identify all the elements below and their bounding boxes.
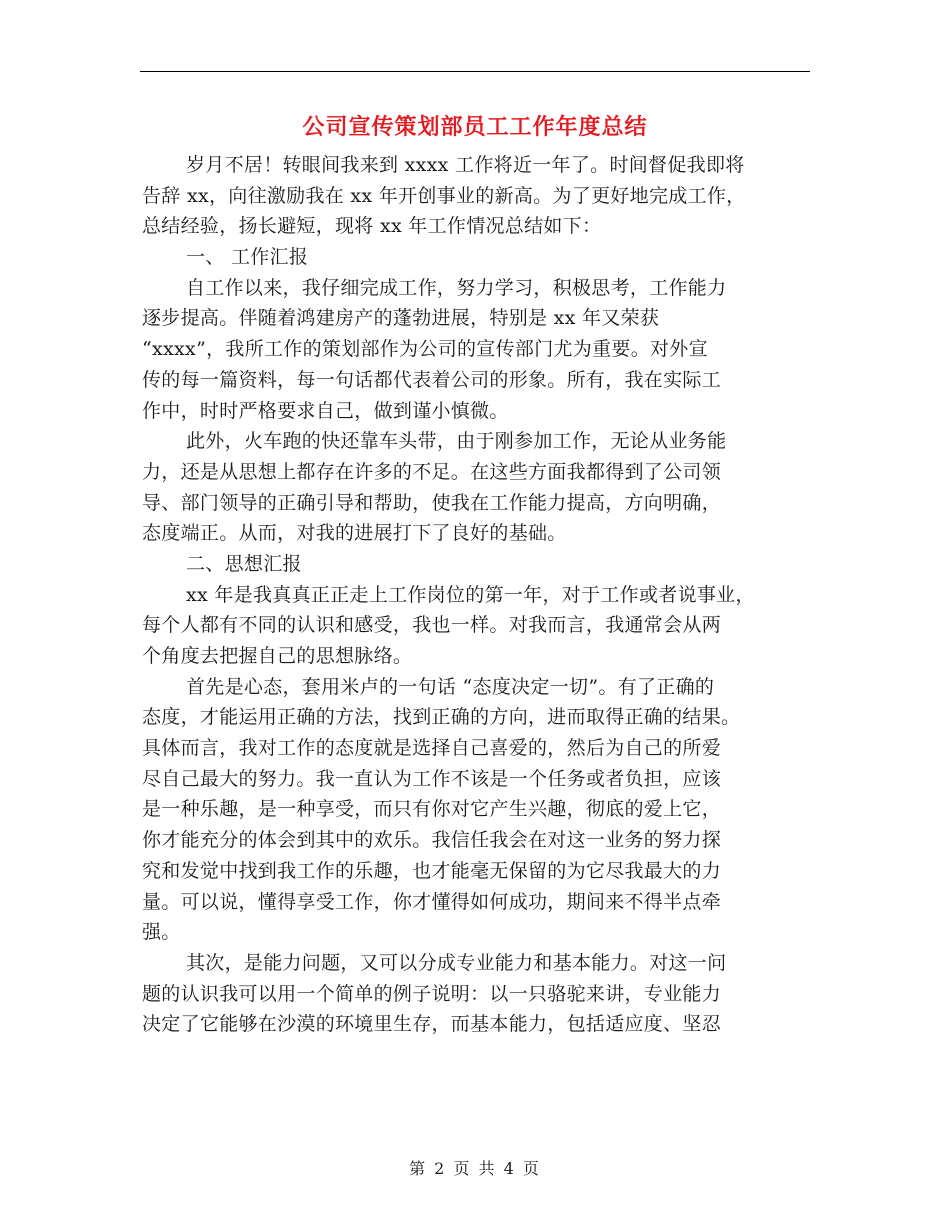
text-line: 逐步提高。伴随着鸿建房产的蓬勃进展，特别是 xx 年又荣获 <box>142 307 660 330</box>
text-line: 具体而言，我对工作的态度就是选择自己喜爱的，然后为自己的所爱 <box>142 737 722 760</box>
text-line: 尽自己最大的努力。我一直认为工作不该是一个任务或者负担，应该 <box>142 767 722 790</box>
document-title: 公司宣传策划部员工工作年度总结 <box>302 114 648 140</box>
text-line: 态度，才能运用正确的方法，找到正确的方向，进而取得正确的结果。 <box>142 706 741 729</box>
text-line: xx 年是我真真正正走上工作岗位的第一年，对于工作或者说事业， <box>186 583 755 606</box>
text-line: 传的每一篇资料，每一句话都代表着公司的形象。所有，我在实际工 <box>142 368 722 391</box>
text-line: “xxxx”，我所工作的策划部作为公司的宣传部门尤为重要。对外宣 <box>142 338 708 361</box>
text-line: 首先是心态，套用米卢的一句话 “态度决定一切”。有了正确的 <box>186 675 715 698</box>
text-line: 决定了它能够在沙漠的环境里生存，而基本能力，包括适应度、坚忍 <box>142 1013 722 1036</box>
text-line: 此外，火车跑的快还靠车头带，由于刚参加工作，无论从业务能 <box>186 430 727 453</box>
text-line: 力，还是从思想上都存在许多的不足。在这些方面我都得到了公司领 <box>142 460 722 483</box>
header-rule <box>140 71 810 72</box>
section-heading: 二、思想汇报 <box>186 552 302 575</box>
text-line: 每个人都有不同的认识和感受，我也一样。对我而言，我通常会从两 <box>142 614 722 637</box>
text-line: 强。 <box>142 921 181 944</box>
text-line: 量。可以说，懂得享受工作，你才懂得如何成功，期间来不得半点牵 <box>142 890 722 913</box>
text-line: 态度端正。从而，对我的进展打下了良好的基础。 <box>142 522 567 545</box>
text-line: 告辞 xx，向往激励我在 xx 年开创事业的新高。为了更好地完成工作， <box>142 184 746 207</box>
text-line: 自工作以来，我仔细完成工作，努力学习，积极思考，工作能力 <box>186 276 727 299</box>
text-line: 作中，时时严格要求自己，做到谨小慎微。 <box>142 399 509 422</box>
text-line: 究和发觉中找到我工作的乐趣，也才能毫无保留的为它尽我最大的力 <box>142 859 722 882</box>
page-footer: 第 2 页 共 4 页 <box>409 1159 541 1178</box>
section-heading: 一、 工作汇报 <box>186 246 309 269</box>
text-line: 你才能充分的体会到其中的欢乐。我信任我会在对这一业务的努力探 <box>142 829 722 852</box>
text-line: 总结经验，扬长避短，现将 xx 年工作情况总结如下： <box>142 215 602 238</box>
text-line: 其次，是能力问题，又可以分成专业能力和基本能力。对这一问 <box>186 951 727 974</box>
text-line: 导、部门领导的正确引导和帮助，使我在工作能力提高，方向明确， <box>142 491 722 514</box>
text-line: 个角度去把握自己的思想脉络。 <box>142 645 413 667</box>
text-line: 题的认识我可以用一个简单的例子说明：以一只骆驼来讲，专业能力 <box>142 982 722 1005</box>
document-body <box>142 150 810 1040</box>
text-line: 岁月不居！转眼间我来到 xxxx 工作将近一年了。时间督促我即将 <box>186 154 745 176</box>
text-line: 是一种乐趣，是一种享受，而只有你对它产生兴趣，彻底的爱上它， <box>142 798 722 821</box>
